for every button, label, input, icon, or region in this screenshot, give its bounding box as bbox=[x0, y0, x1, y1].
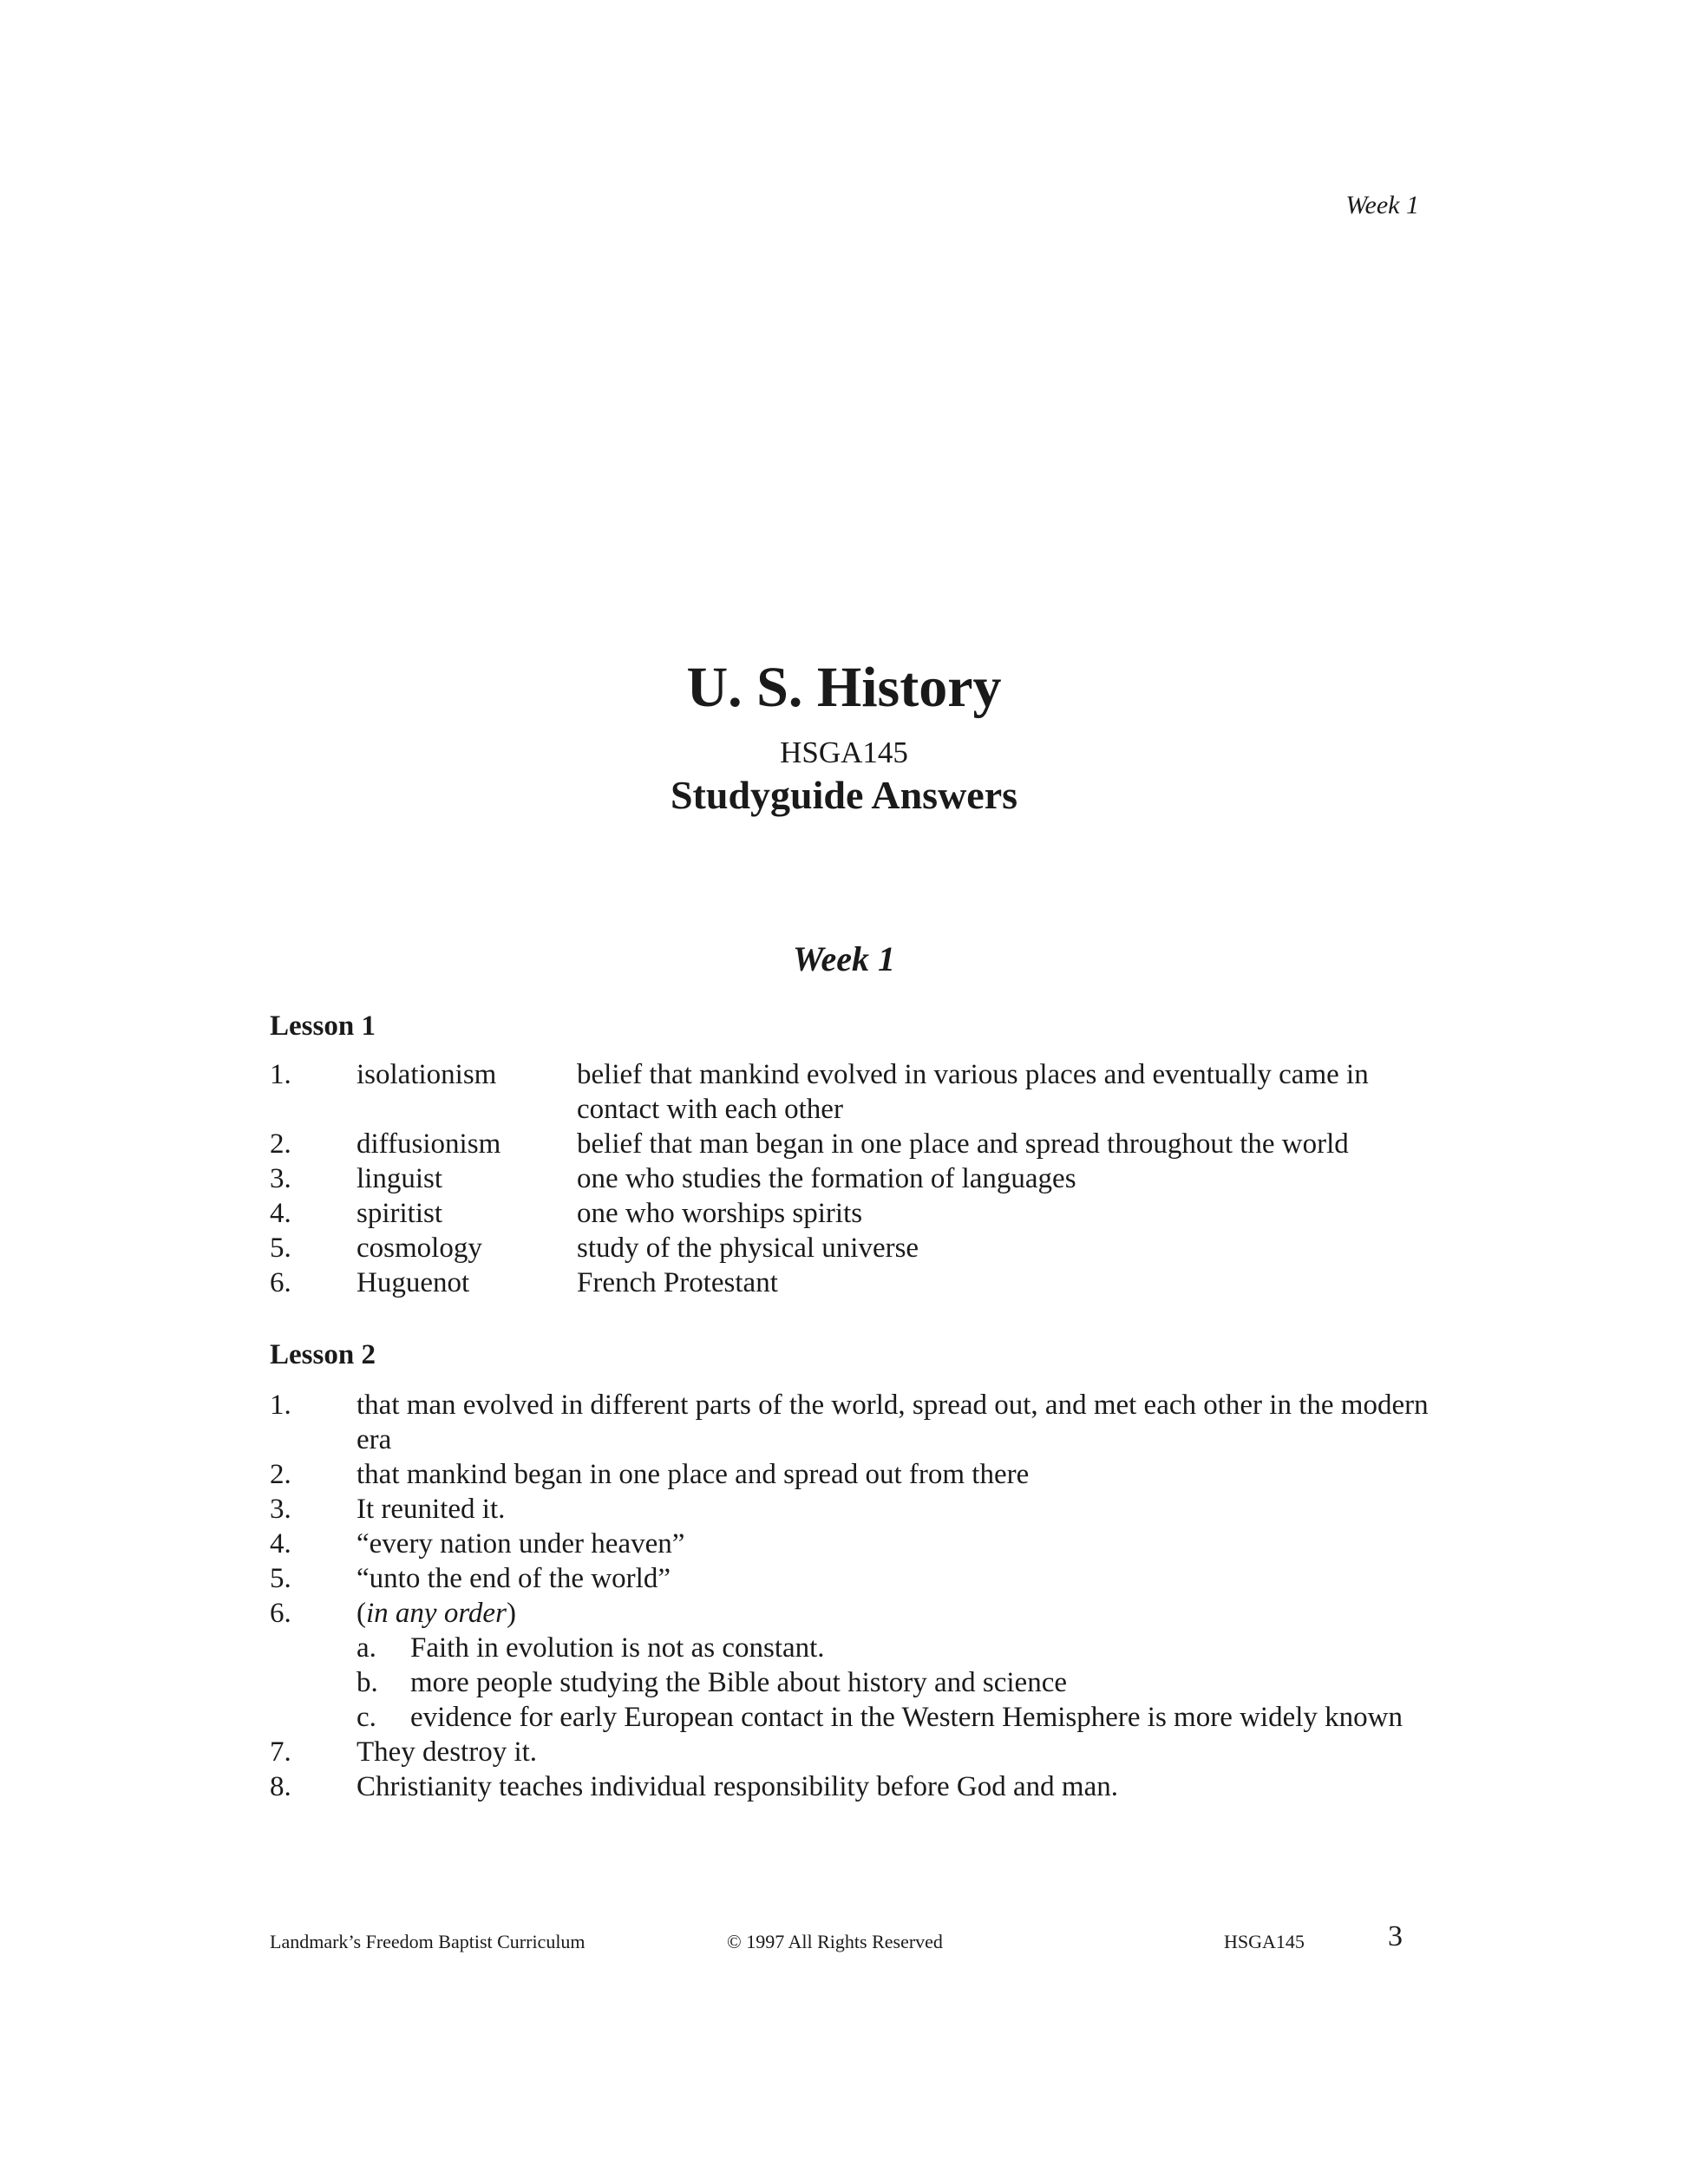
list-item bbox=[270, 1196, 1449, 1231]
sub-item-letter: c. bbox=[357, 1702, 376, 1733]
sub-list-item bbox=[270, 1700, 1449, 1735]
item-number: 6. bbox=[270, 1598, 291, 1629]
item-number: 5. bbox=[270, 1563, 291, 1594]
vocab-term: spiritist bbox=[357, 1198, 443, 1229]
footer-course-code: HSGA145 bbox=[1224, 1931, 1305, 1952]
vocab-definition: French Protestant bbox=[577, 1267, 778, 1298]
sub-item-text: evidence for early European contact in the Western Hemisphere is more widely known bbox=[410, 1702, 1403, 1733]
sub-list-item bbox=[270, 1665, 1449, 1700]
vocab-term: isolationism bbox=[357, 1059, 497, 1090]
vocab-definition: belief that man began in one place and spread throughout the world bbox=[577, 1128, 1349, 1160]
lesson-1-section bbox=[270, 1009, 1449, 1300]
list-item bbox=[270, 1457, 1449, 1492]
item-number: 2. bbox=[270, 1128, 291, 1160]
running-header-week: Week 1 bbox=[1345, 191, 1419, 219]
vocab-definition: one who studies the formation of languages bbox=[577, 1163, 1076, 1194]
vocab-term: cosmology bbox=[357, 1233, 482, 1264]
answer-text: “unto the end of the world” bbox=[357, 1563, 671, 1594]
document-subtitle: Studyguide Answers bbox=[670, 773, 1018, 817]
lesson-1-heading: Lesson 1 bbox=[270, 1010, 376, 1042]
list-item bbox=[270, 1561, 1449, 1596]
sub-item-text: Faith in evolution is not as constant. bbox=[410, 1632, 825, 1664]
answer-text bbox=[357, 1596, 1449, 1631]
page-number: 3 bbox=[1388, 1920, 1403, 1952]
list-item bbox=[270, 1161, 1449, 1196]
item-number: 1. bbox=[270, 1390, 291, 1421]
sub-item-text: more people studying the Bible about history and science bbox=[410, 1667, 1067, 1698]
week-heading: Week 1 bbox=[792, 939, 896, 978]
list-item bbox=[270, 1596, 1449, 1631]
list-item bbox=[270, 1388, 1449, 1457]
footer-copyright: © 1997 All Rights Reserved bbox=[727, 1931, 943, 1952]
item-number: 8. bbox=[270, 1771, 291, 1802]
vocab-term: linguist bbox=[357, 1163, 443, 1194]
answer-italic-note: in any order bbox=[366, 1598, 507, 1629]
vocab-term: Huguenot bbox=[357, 1267, 470, 1298]
list-item bbox=[270, 1057, 1449, 1127]
document-title: U. S. History bbox=[686, 656, 1002, 719]
answer-paren-close: ) bbox=[506, 1598, 516, 1629]
course-code: HSGA145 bbox=[780, 736, 908, 769]
vocab-definition: belief that mankind evolved in various places and eventually came in contact with each other bbox=[577, 1059, 1369, 1125]
list-item bbox=[270, 1231, 1449, 1265]
list-item bbox=[270, 1735, 1449, 1769]
list-item bbox=[270, 1265, 1449, 1300]
answer-paren-open: ( bbox=[357, 1598, 366, 1629]
item-number: 3. bbox=[270, 1163, 291, 1194]
lesson-2-section bbox=[270, 1337, 1449, 1804]
footer-curriculum: Landmark’s Freedom Baptist Curriculum bbox=[270, 1931, 586, 1952]
item-number: 6. bbox=[270, 1267, 291, 1298]
list-item bbox=[270, 1769, 1449, 1804]
list-item bbox=[270, 1127, 1449, 1161]
item-number: 5. bbox=[270, 1233, 291, 1264]
sub-item-letter: a. bbox=[357, 1632, 376, 1664]
answer-text: that mankind began in one place and spread out from there bbox=[357, 1459, 1030, 1490]
sub-list-item bbox=[270, 1631, 1449, 1665]
vocab-definition: one who worships spirits bbox=[577, 1198, 863, 1229]
item-number: 1. bbox=[270, 1059, 291, 1090]
list-item bbox=[270, 1492, 1449, 1527]
answer-text: It reunited it. bbox=[357, 1494, 506, 1525]
lesson-2-heading: Lesson 2 bbox=[270, 1339, 376, 1370]
answer-text: “every nation under heaven” bbox=[357, 1528, 685, 1560]
item-number: 2. bbox=[270, 1459, 291, 1490]
item-number: 4. bbox=[270, 1198, 291, 1229]
sub-item-letter: b. bbox=[357, 1667, 378, 1698]
item-number: 3. bbox=[270, 1494, 291, 1525]
answer-text: that man evolved in different parts of the world, spread out, and met each other in the modern era bbox=[357, 1390, 1429, 1455]
vocab-definition: study of the physical universe bbox=[577, 1233, 919, 1264]
answer-text: Christianity teaches individual responsibility before God and man. bbox=[357, 1771, 1118, 1802]
item-number: 4. bbox=[270, 1528, 291, 1560]
item-number: 7. bbox=[270, 1736, 291, 1768]
answer-text: They destroy it. bbox=[357, 1736, 538, 1768]
vocab-term: diffusionism bbox=[357, 1128, 501, 1160]
list-item bbox=[270, 1527, 1449, 1561]
